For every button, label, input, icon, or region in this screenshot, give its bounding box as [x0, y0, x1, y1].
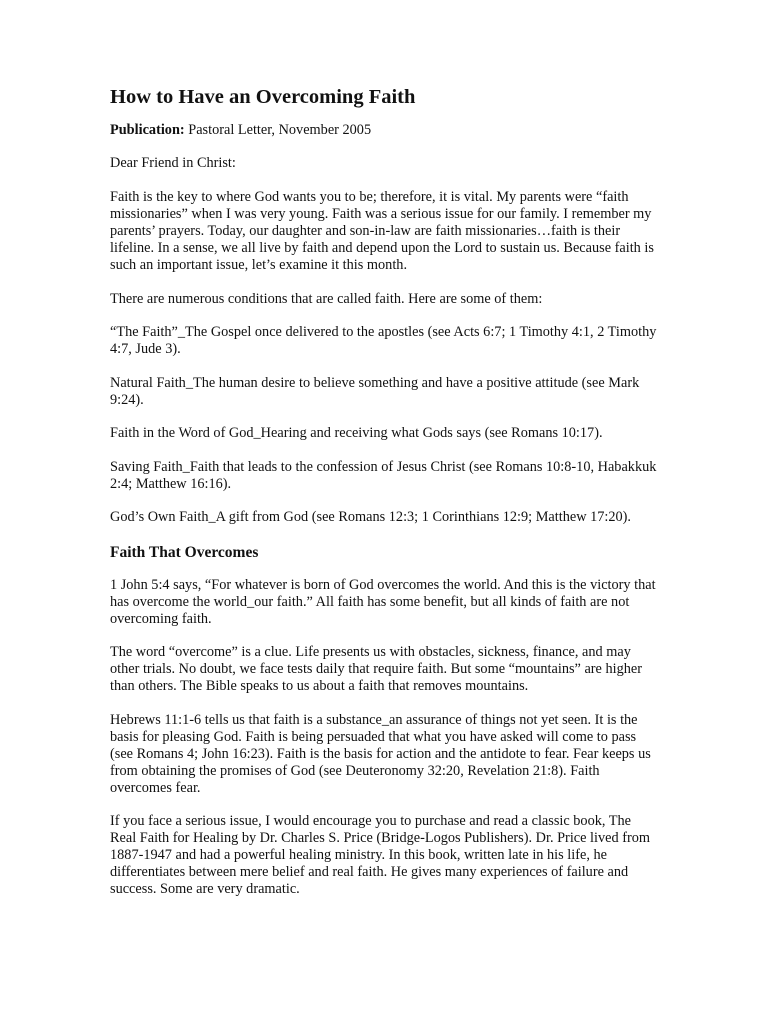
paragraph-section-1: 1 John 5:4 says, “For whatever is born of God overcomes the world. And this is the victory that has overcome the world_our faith.” All faith has some benefit, but all kinds of faith are not overcoming faith. [110, 576, 656, 627]
paragraph-section-2: The word “overcome” is a clue. Life presents us with obstacles, sickness, finance, and may other trials. No doubt, we face tests daily that require faith. But some “mountains” are higher than others. The Bible speaks to us about a faith that removes mountains. [110, 644, 643, 694]
paragraph-saving-faith: Saving Faith_Faith that leads to the confession of Jesus Christ (see Romans 10:8-10, Habakkuk 2:4; Matthew 16:16). [110, 458, 657, 492]
paragraph-section-4: If you face a serious issue, I would encourage you to purchase and read a classic book, The Real Faith for Healing by Dr. Charles S. Price (Bridge-Logos Publishers). Dr. Price lived from 1887-1947 and had a powerful healing ministry. In this book, written late in his life, he differentiates between mere belief and real faith. He gives many experiences of failure and success. Some are very dramatic. [110, 813, 651, 897]
section-heading: Faith That Overcomes [110, 543, 259, 561]
publication-value: Pastoral Letter, November 2005 [184, 122, 372, 138]
paragraph-gods-own-faith: God’s Own Faith_A gift from God (see Romans 12:3; 1 Corinthians 12:9; Matthew 17:20). [110, 509, 632, 525]
publication-line [110, 122, 658, 139]
document-page [110, 84, 658, 915]
paragraph-natural-faith: Natural Faith_The human desire to believe something and have a positive attitude (see Mark 9:24). [110, 374, 640, 408]
paragraph-intro-2: There are numerous conditions that are called faith. Here are some of them: [110, 290, 543, 307]
publication-label: Publication: [110, 122, 185, 138]
paragraph-intro-1: Faith is the key to where God wants you to be; therefore, it is vital. My parents were “faith missionaries” when I was very young. Faith was a serious issue for our family. I remember my parents’ prayers. Today, our daughter and son-in-law are faith missionaries…faith is their lifeline. In a sense, we all live by faith and depend upon the Lord to sustain us. Because faith is such an important issue, let’s examine it this month. [110, 189, 654, 273]
paragraph-the-faith: “The Faith”_The Gospel once delivered to the apostles (see Acts 6:7; 1 Timothy 4:1, 2 Timothy 4:7, Jude 3). [110, 324, 657, 357]
greeting: Dear Friend in Christ: [110, 155, 236, 171]
paragraph-section-3: Hebrews 11:1-6 tells us that faith is a substance_an assurance of things not yet seen. It is the basis for pleasing God. Faith is being persuaded that what you have asked will come to pass (see Romans 4; John 16:23). Faith is the basis for action and the antidote to fear. Fear keeps us from obtaining the promises of God (see Deuteronomy 32:20, Revelation 21:8). Faith overcomes fear. [110, 711, 651, 796]
document-title: How to Have an Overcoming Faith [110, 86, 416, 108]
paragraph-faith-in-word: Faith in the Word of God_Hearing and receiving what Gods says (see Romans 10:17). [110, 425, 603, 441]
